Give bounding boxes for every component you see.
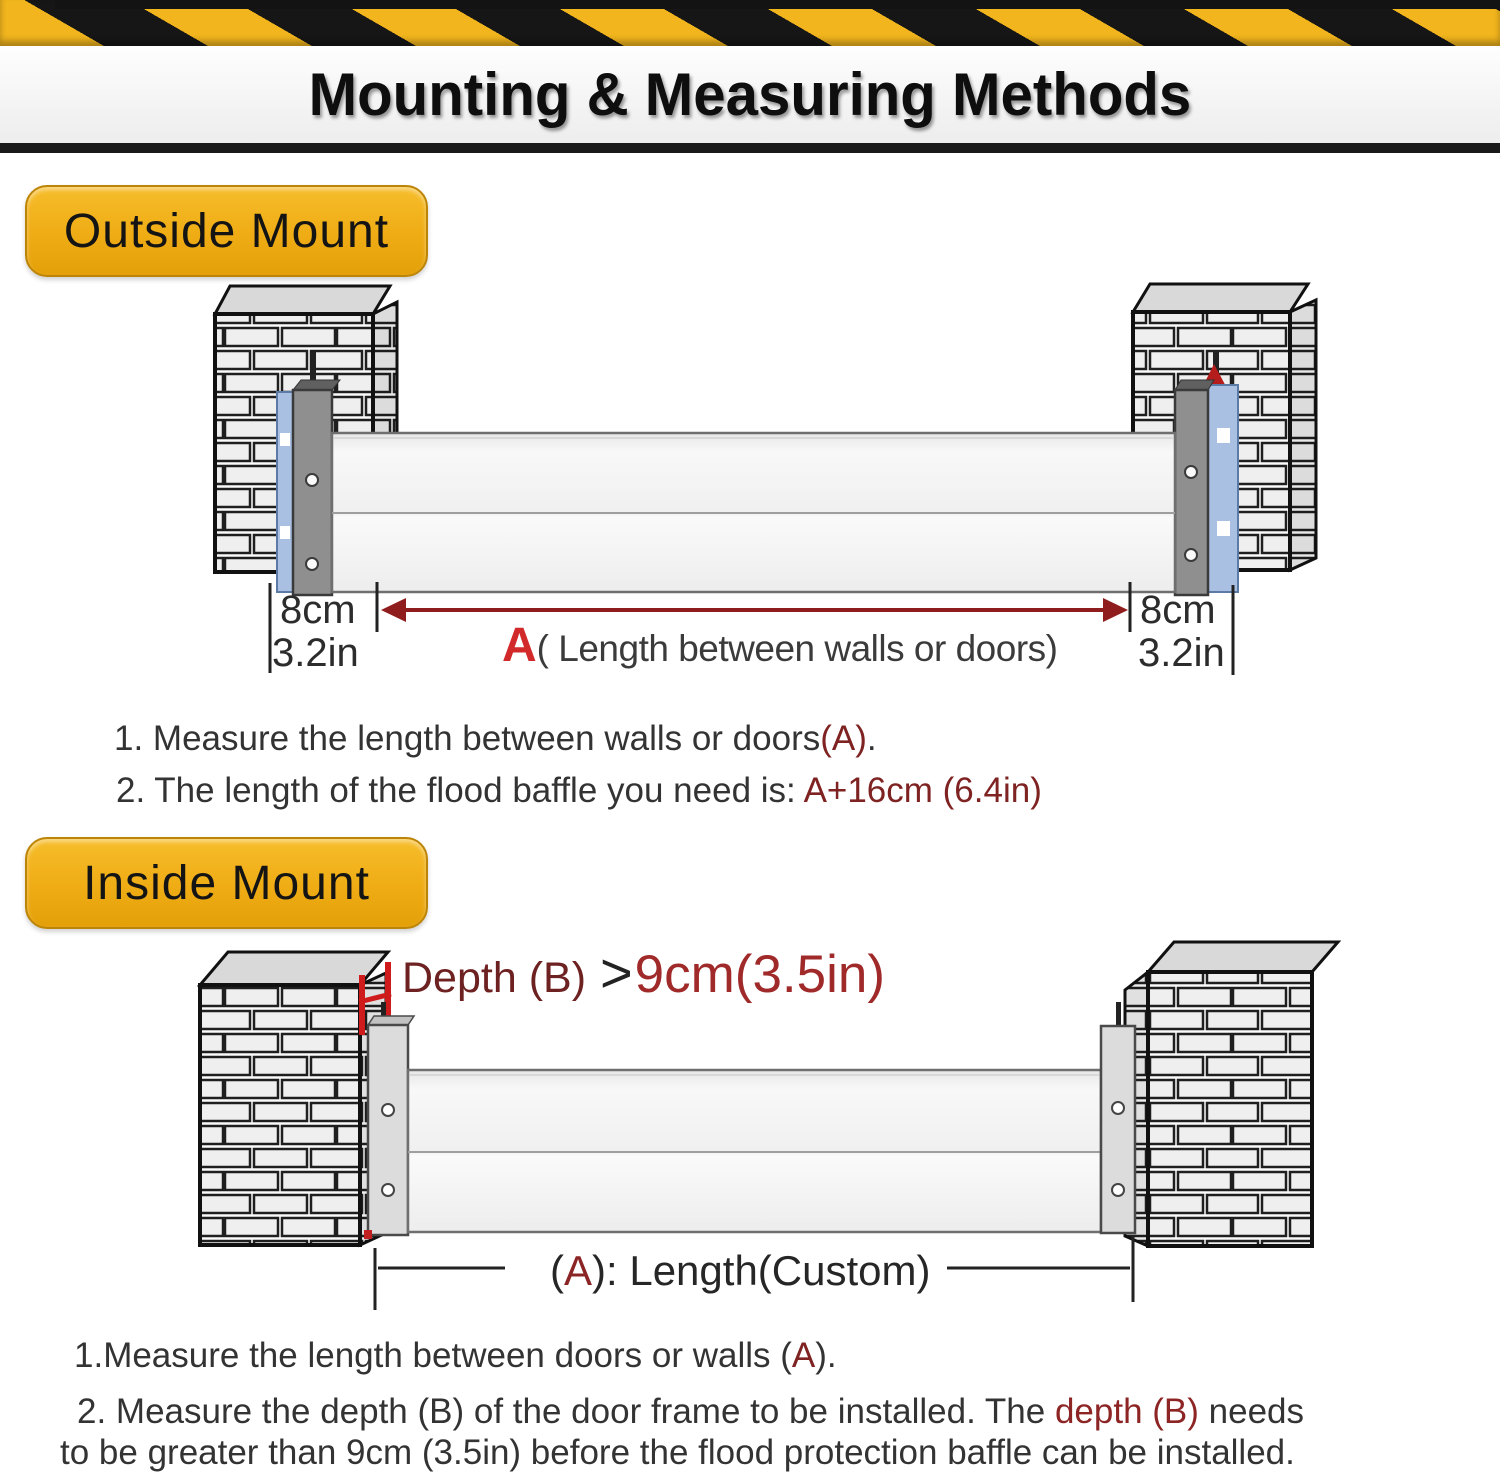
inside-step-2-line-1: 2. Measure the depth (B) of the door frame to be installed. The depth (B) needs <box>77 1392 1305 1431</box>
inside-mount-badge-label: Inside Mount <box>83 856 370 910</box>
page-title: Mounting & Measuring Methods <box>308 61 1192 128</box>
outside-flood-baffle <box>332 433 1175 592</box>
inside-left-mount-bracket <box>364 1002 414 1239</box>
outside-length-label: A ( Length between walls or doors) <box>502 619 1058 672</box>
inside-flood-baffle <box>408 1070 1101 1232</box>
depth-annotation: Depth (B) > 9cm(3.5in) <box>402 941 886 1004</box>
dim-a-letter: A <box>502 619 537 672</box>
outside-step-2: 2. The length of the flood baffle you need is: A+16cm (6.4in) <box>116 771 1042 810</box>
title-underline-bar <box>0 143 1500 153</box>
outside-step-1: 1. Measure the length between walls or doors(A). <box>114 719 877 758</box>
outside-mount-badge-label: Outside Mount <box>63 204 390 258</box>
inside-right-brick-pillar <box>1125 942 1338 1246</box>
outside-mount-badge <box>25 185 428 277</box>
title-band <box>0 46 1500 143</box>
outside-right-mount-bracket <box>1175 350 1238 595</box>
outside-right-3-2in-label: 3.2in <box>1138 631 1225 675</box>
inside-right-mount-bracket <box>1101 1002 1135 1233</box>
hazard-tape-top-edge <box>55 0 1500 9</box>
inside-length-label: (A): Length(Custom) <box>550 1247 931 1294</box>
inside-step-1: 1.Measure the length between doors or walls (A). <box>74 1336 837 1375</box>
inside-mount-badge <box>25 837 428 929</box>
outside-left-3-2in-label: 3.2in <box>272 631 359 675</box>
outside-right-8cm-label: 8cm <box>1140 588 1216 632</box>
outside-left-8cm-label: 8cm <box>280 588 356 632</box>
inside-step-2-line-2: to be greater than 9cm (3.5in) before the flood protection baffle can be installed. <box>60 1433 1295 1472</box>
